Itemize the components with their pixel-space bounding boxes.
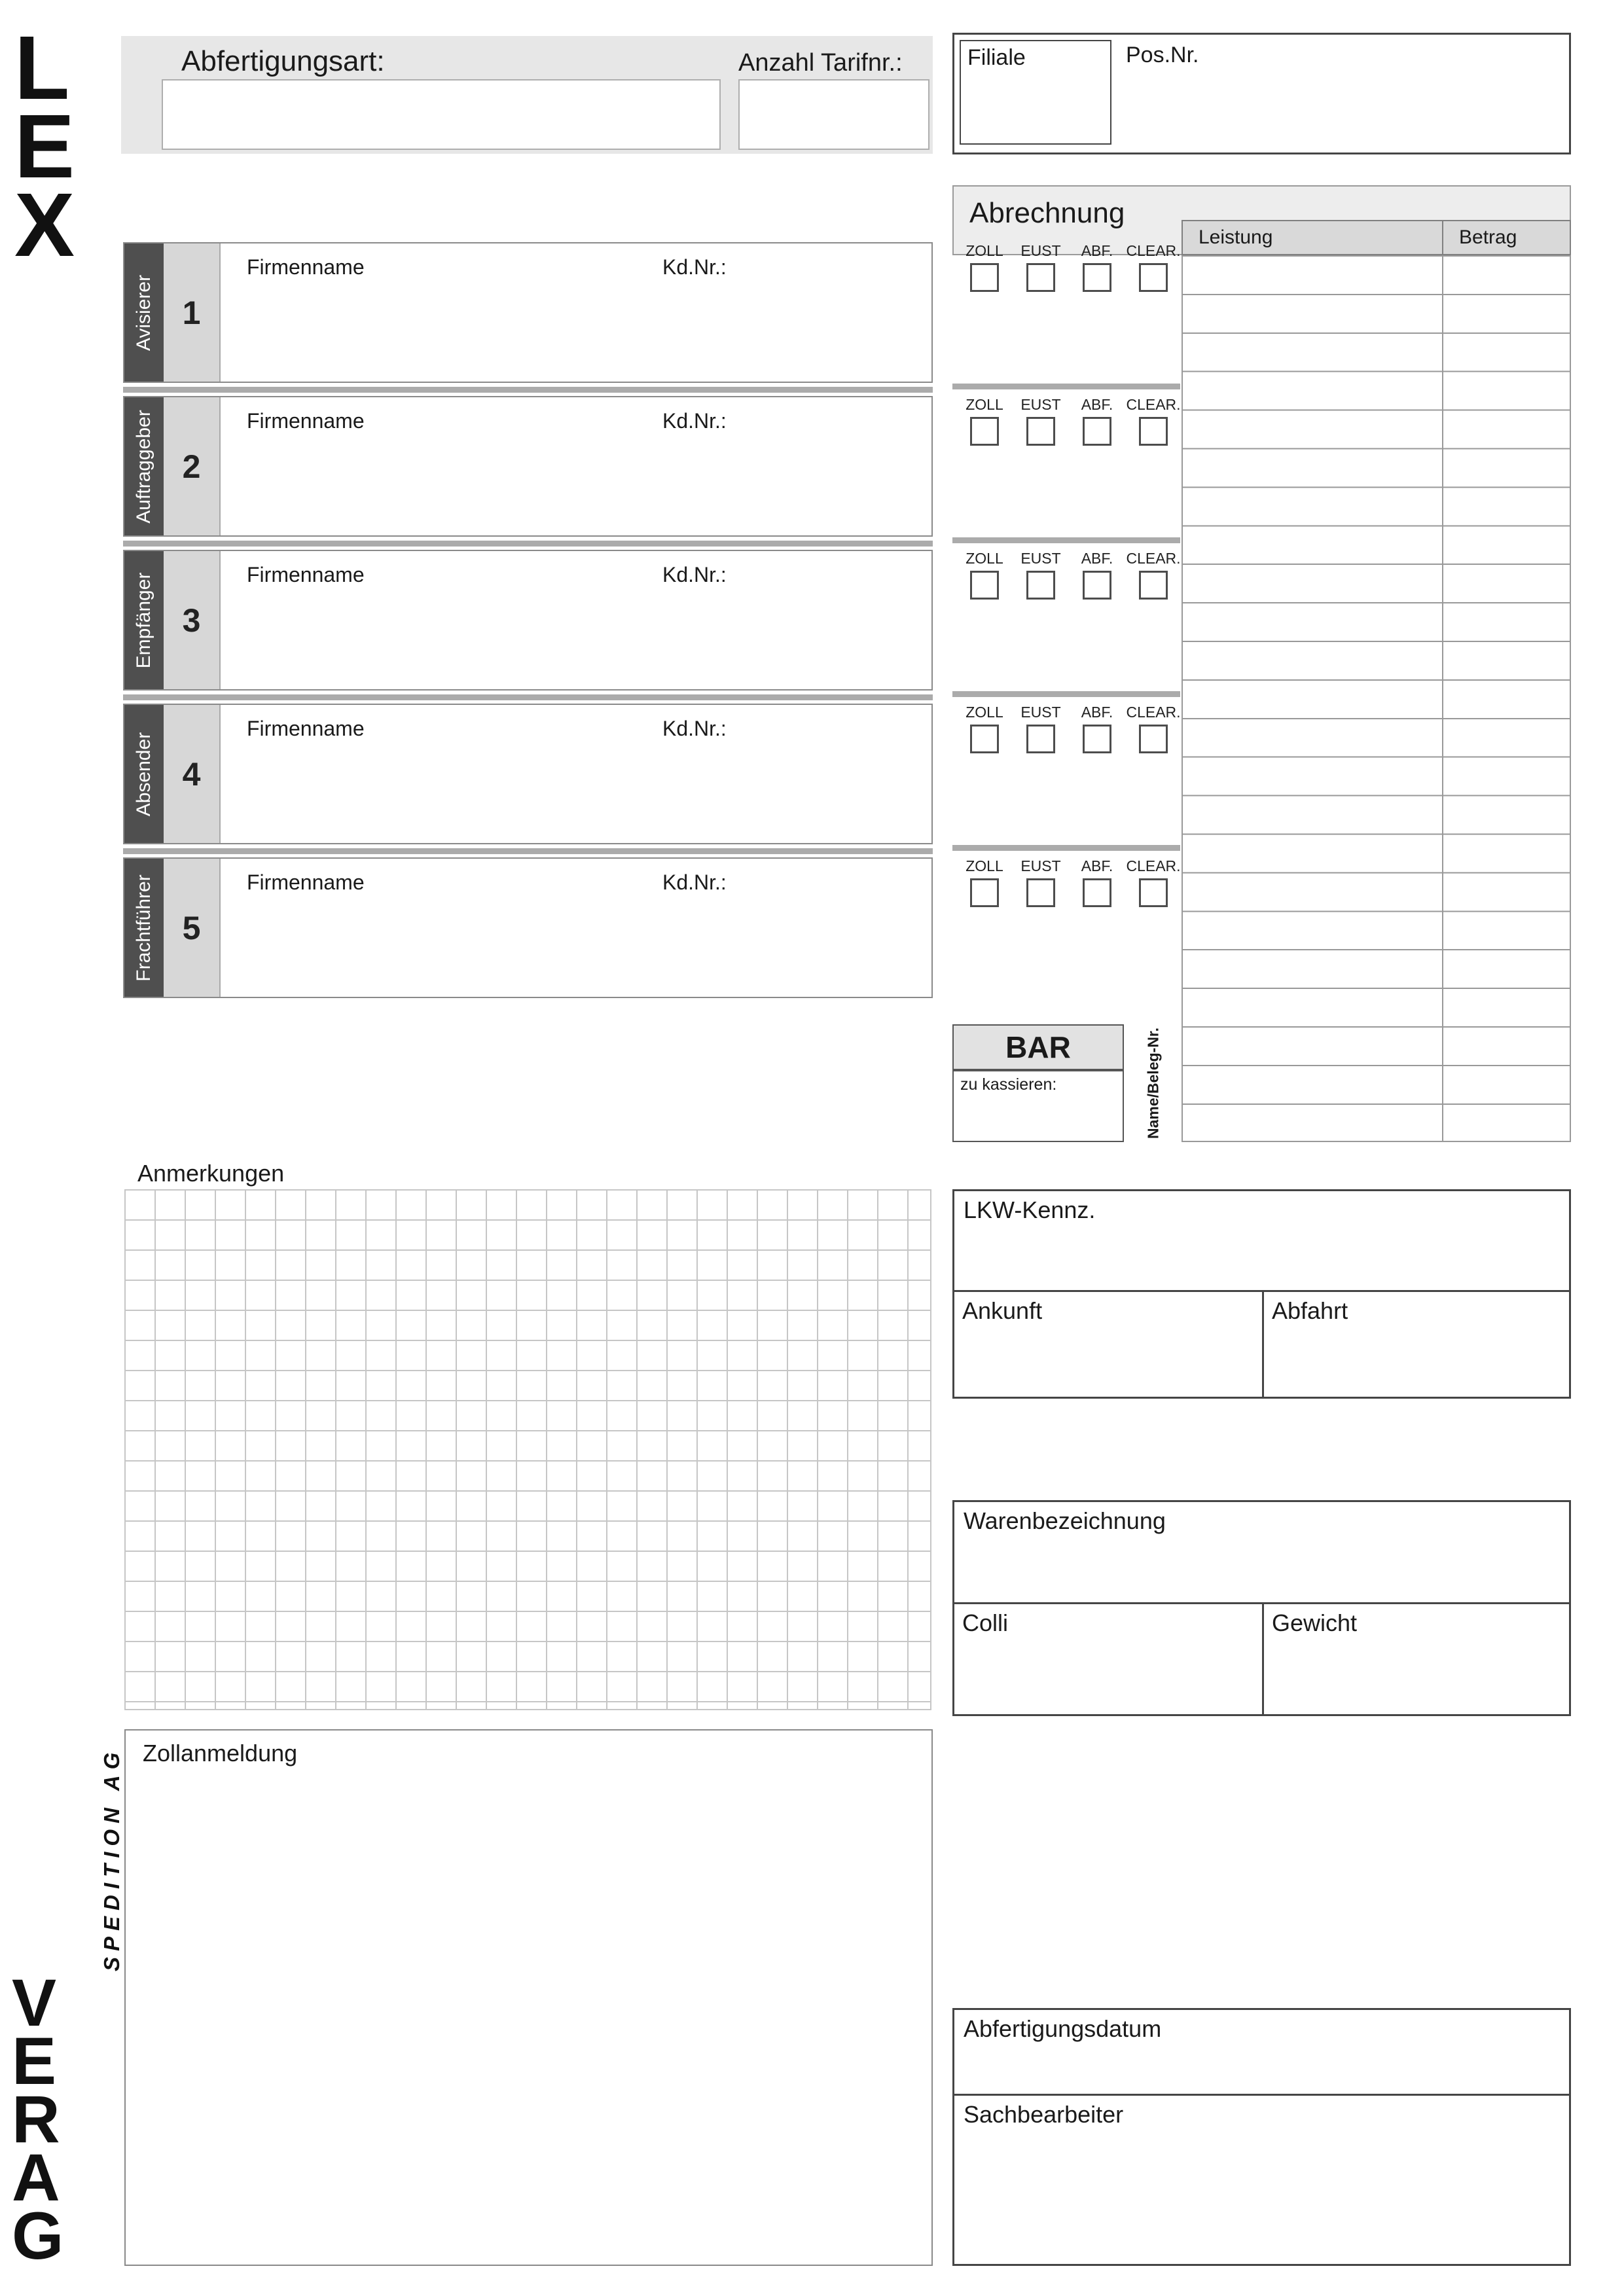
block-separator xyxy=(123,387,933,393)
abf-label: ABF. xyxy=(1081,857,1113,874)
clear-checkbox[interactable] xyxy=(1139,263,1168,292)
firmenname-label: Firmenname xyxy=(247,717,365,740)
posnr-label: Pos.Nr. xyxy=(1126,43,1199,67)
warenbezeichnung-label: Warenbezeichnung xyxy=(964,1507,1166,1534)
kdnr-label: Kd.Nr.: xyxy=(662,409,727,433)
eust-checkbox[interactable] xyxy=(1026,417,1055,446)
clear-label: CLEAR. xyxy=(1126,857,1181,874)
abf-label: ABF. xyxy=(1081,242,1113,259)
zoll-checkbox-unit xyxy=(956,396,1013,446)
spedition-ag-label: SPEDITION AG xyxy=(99,1746,124,1971)
clear-checkbox[interactable] xyxy=(1139,571,1168,600)
zoll-checkbox-unit xyxy=(956,857,1013,907)
ankunft-label: Ankunft xyxy=(962,1297,1043,1324)
filiale-field[interactable] xyxy=(960,40,1111,145)
eust-checkbox[interactable] xyxy=(1026,571,1055,600)
abfertigungsdatum-label: Abfertigungsdatum xyxy=(964,2015,1162,2042)
abf-checkbox[interactable] xyxy=(1083,571,1111,600)
anmerkungen-grid[interactable] xyxy=(124,1189,931,1710)
firmenname-label: Firmenname xyxy=(247,870,365,894)
zoll-checkbox[interactable] xyxy=(970,725,999,753)
anzahl-tarifnr-input[interactable] xyxy=(738,79,929,150)
abfertigungsart-input[interactable] xyxy=(162,79,721,150)
zoll-checkbox-unit xyxy=(956,704,1013,753)
role-strip xyxy=(124,859,164,997)
role-label: Avisierer xyxy=(133,274,154,351)
role-strip xyxy=(124,397,164,535)
zoll-checkbox-unit xyxy=(956,550,1013,600)
abfertigungsart-section xyxy=(121,36,933,154)
zoll-checkbox-unit xyxy=(956,242,1013,292)
row-separator xyxy=(952,384,1180,389)
row-separator xyxy=(952,845,1180,851)
zu-kassieren-field[interactable] xyxy=(952,1070,1124,1142)
lkw-box xyxy=(952,1189,1571,1399)
clear-label: CLEAR. xyxy=(1126,242,1181,259)
zollanmeldung-field[interactable] xyxy=(124,1729,933,2266)
checkbox-group-3 xyxy=(956,550,1182,600)
zu-kassieren-label: zu kassieren: xyxy=(960,1075,1057,1094)
warenbezeichnung-box xyxy=(952,1500,1571,1716)
betrag-column-header: Betrag xyxy=(1442,220,1571,255)
abfahrt-field[interactable] xyxy=(1262,1292,1569,1397)
clear-checkbox-unit xyxy=(1125,242,1182,292)
anzahl-tarifnr-label: Anzahl Tarifnr.: xyxy=(738,49,903,77)
clear-label: CLEAR. xyxy=(1126,704,1181,721)
filiale-posnr-box xyxy=(952,33,1571,154)
verag-letter: R xyxy=(12,2082,60,2157)
abf-checkbox-unit xyxy=(1069,242,1125,292)
party-block-empfaenger xyxy=(123,550,933,691)
block-separator xyxy=(123,694,933,700)
abf-checkbox-unit xyxy=(1069,704,1125,753)
zollanmeldung-label: Zollanmeldung xyxy=(143,1740,298,1767)
abf-checkbox[interactable] xyxy=(1083,263,1111,292)
abrechnung-column xyxy=(952,185,1571,1142)
colli-gewicht-row xyxy=(954,1602,1569,1714)
abfertigungsart-label: Abfertigungsart: xyxy=(181,45,385,77)
clear-checkbox-unit xyxy=(1125,857,1182,907)
abfertigungsdatum-box xyxy=(952,2008,1571,2266)
checkbox-group-1 xyxy=(956,242,1182,292)
eust-label: EUST xyxy=(1020,704,1061,721)
abf-checkbox[interactable] xyxy=(1083,878,1111,907)
zoll-label: ZOLL xyxy=(965,396,1003,413)
betrag-column-divider xyxy=(1442,257,1443,1141)
sachbearbeiter-field[interactable] xyxy=(954,2094,1569,2264)
verag-letter: A xyxy=(12,2140,60,2215)
firmenname-label: Firmenname xyxy=(247,255,365,279)
colli-field[interactable] xyxy=(954,1604,1262,1714)
clear-checkbox-unit xyxy=(1125,396,1182,446)
abfahrt-label: Abfahrt xyxy=(1272,1297,1348,1324)
eust-checkbox[interactable] xyxy=(1026,878,1055,907)
clear-checkbox[interactable] xyxy=(1139,878,1168,907)
party-block-frachtfuehrer xyxy=(123,857,933,998)
kdnr-label: Kd.Nr.: xyxy=(662,717,727,740)
party-fields[interactable] xyxy=(221,705,931,843)
eust-checkbox-unit xyxy=(1013,704,1069,753)
eust-label: EUST xyxy=(1020,857,1061,874)
sachbearbeiter-label: Sachbearbeiter xyxy=(964,2101,1124,2128)
eust-label: EUST xyxy=(1020,396,1061,413)
abf-checkbox-unit xyxy=(1069,396,1125,446)
lex-letter: L xyxy=(14,18,70,118)
eust-checkbox-unit xyxy=(1013,396,1069,446)
role-label: Frachtführer xyxy=(133,874,154,982)
checkbox-group-2 xyxy=(956,396,1182,446)
filiale-label: Filiale xyxy=(967,45,1026,70)
kdnr-label: Kd.Nr.: xyxy=(662,870,727,894)
abf-label: ABF. xyxy=(1081,550,1113,567)
kdnr-label: Kd.Nr.: xyxy=(662,563,727,586)
abf-checkbox-unit xyxy=(1069,857,1125,907)
name-beleg-label: Name/Beleg-Nr. xyxy=(1144,1027,1162,1139)
block-separator xyxy=(123,541,933,547)
party-block-auftraggeber xyxy=(123,396,933,537)
row-separator xyxy=(952,691,1180,697)
eust-checkbox-unit xyxy=(1013,242,1069,292)
firmenname-label: Firmenname xyxy=(247,409,365,433)
zoll-label: ZOLL xyxy=(965,242,1003,259)
party-block-absender xyxy=(123,704,933,844)
eust-checkbox-unit xyxy=(1013,550,1069,600)
eust-checkbox[interactable] xyxy=(1026,725,1055,753)
clear-label: CLEAR. xyxy=(1126,550,1181,567)
abf-label: ABF. xyxy=(1081,396,1113,413)
party-number: 2 xyxy=(164,397,221,535)
lex-letter: X xyxy=(14,175,75,276)
clear-checkbox-unit xyxy=(1125,704,1182,753)
role-label: Auftraggeber xyxy=(133,409,154,524)
abrechnung-table[interactable] xyxy=(1182,255,1571,1142)
colli-label: Colli xyxy=(962,1609,1009,1636)
anmerkungen-label: Anmerkungen xyxy=(137,1160,285,1187)
leistung-column-header: Leistung xyxy=(1182,220,1443,255)
zoll-label: ZOLL xyxy=(965,857,1003,874)
role-strip xyxy=(124,551,164,689)
ankunft-abfahrt-row xyxy=(954,1290,1569,1397)
checkbox-group-5 xyxy=(956,857,1182,907)
party-fields[interactable] xyxy=(221,397,931,535)
lex-logo xyxy=(14,18,75,276)
clear-label: CLEAR. xyxy=(1126,396,1181,413)
eust-label: EUST xyxy=(1020,550,1061,567)
block-separator xyxy=(123,848,933,854)
role-label: Empfänger xyxy=(133,572,154,668)
verag-letter: E xyxy=(12,2024,57,2098)
gewicht-field[interactable] xyxy=(1262,1604,1569,1714)
abf-label: ABF. xyxy=(1081,704,1113,721)
clear-checkbox-unit xyxy=(1125,550,1182,600)
eust-checkbox-unit xyxy=(1013,857,1069,907)
clear-checkbox[interactable] xyxy=(1139,417,1168,446)
gewicht-label: Gewicht xyxy=(1272,1609,1358,1636)
lex-letter: E xyxy=(14,96,75,197)
lkw-kennz-label: LKW-Kennz. xyxy=(964,1196,1096,1223)
role-strip xyxy=(124,705,164,843)
zoll-checkbox[interactable] xyxy=(970,878,999,907)
eust-checkbox[interactable] xyxy=(1026,263,1055,292)
abf-checkbox-unit xyxy=(1069,550,1125,600)
party-number: 3 xyxy=(164,551,221,689)
kdnr-label: Kd.Nr.: xyxy=(662,255,727,279)
party-number: 1 xyxy=(164,243,221,382)
verag-logo xyxy=(12,1965,64,2273)
zoll-label: ZOLL xyxy=(965,550,1003,567)
zoll-checkbox[interactable] xyxy=(970,571,999,600)
party-number: 4 xyxy=(164,705,221,843)
party-fields[interactable] xyxy=(221,859,931,997)
clear-checkbox[interactable] xyxy=(1139,725,1168,753)
role-strip xyxy=(124,243,164,382)
role-label: Absender xyxy=(133,732,154,816)
abrechnung-title: Abrechnung xyxy=(969,197,1125,229)
verag-letter: G xyxy=(12,2198,64,2273)
verag-letter: V xyxy=(12,1965,57,2040)
bar-header: BAR xyxy=(952,1024,1124,1070)
party-fields[interactable] xyxy=(221,551,931,689)
zoll-checkbox[interactable] xyxy=(970,263,999,292)
eust-label: EUST xyxy=(1020,242,1061,259)
party-block-avisierer xyxy=(123,242,933,383)
zoll-checkbox[interactable] xyxy=(970,417,999,446)
checkbox-group-4 xyxy=(956,704,1182,753)
party-number: 5 xyxy=(164,859,221,997)
party-fields[interactable] xyxy=(221,243,931,382)
abf-checkbox[interactable] xyxy=(1083,417,1111,446)
firmenname-label: Firmenname xyxy=(247,563,365,586)
abf-checkbox[interactable] xyxy=(1083,725,1111,753)
row-separator xyxy=(952,537,1180,543)
name-beleg-column xyxy=(1127,1024,1180,1142)
ankunft-field[interactable] xyxy=(954,1292,1262,1397)
zoll-label: ZOLL xyxy=(965,704,1003,721)
